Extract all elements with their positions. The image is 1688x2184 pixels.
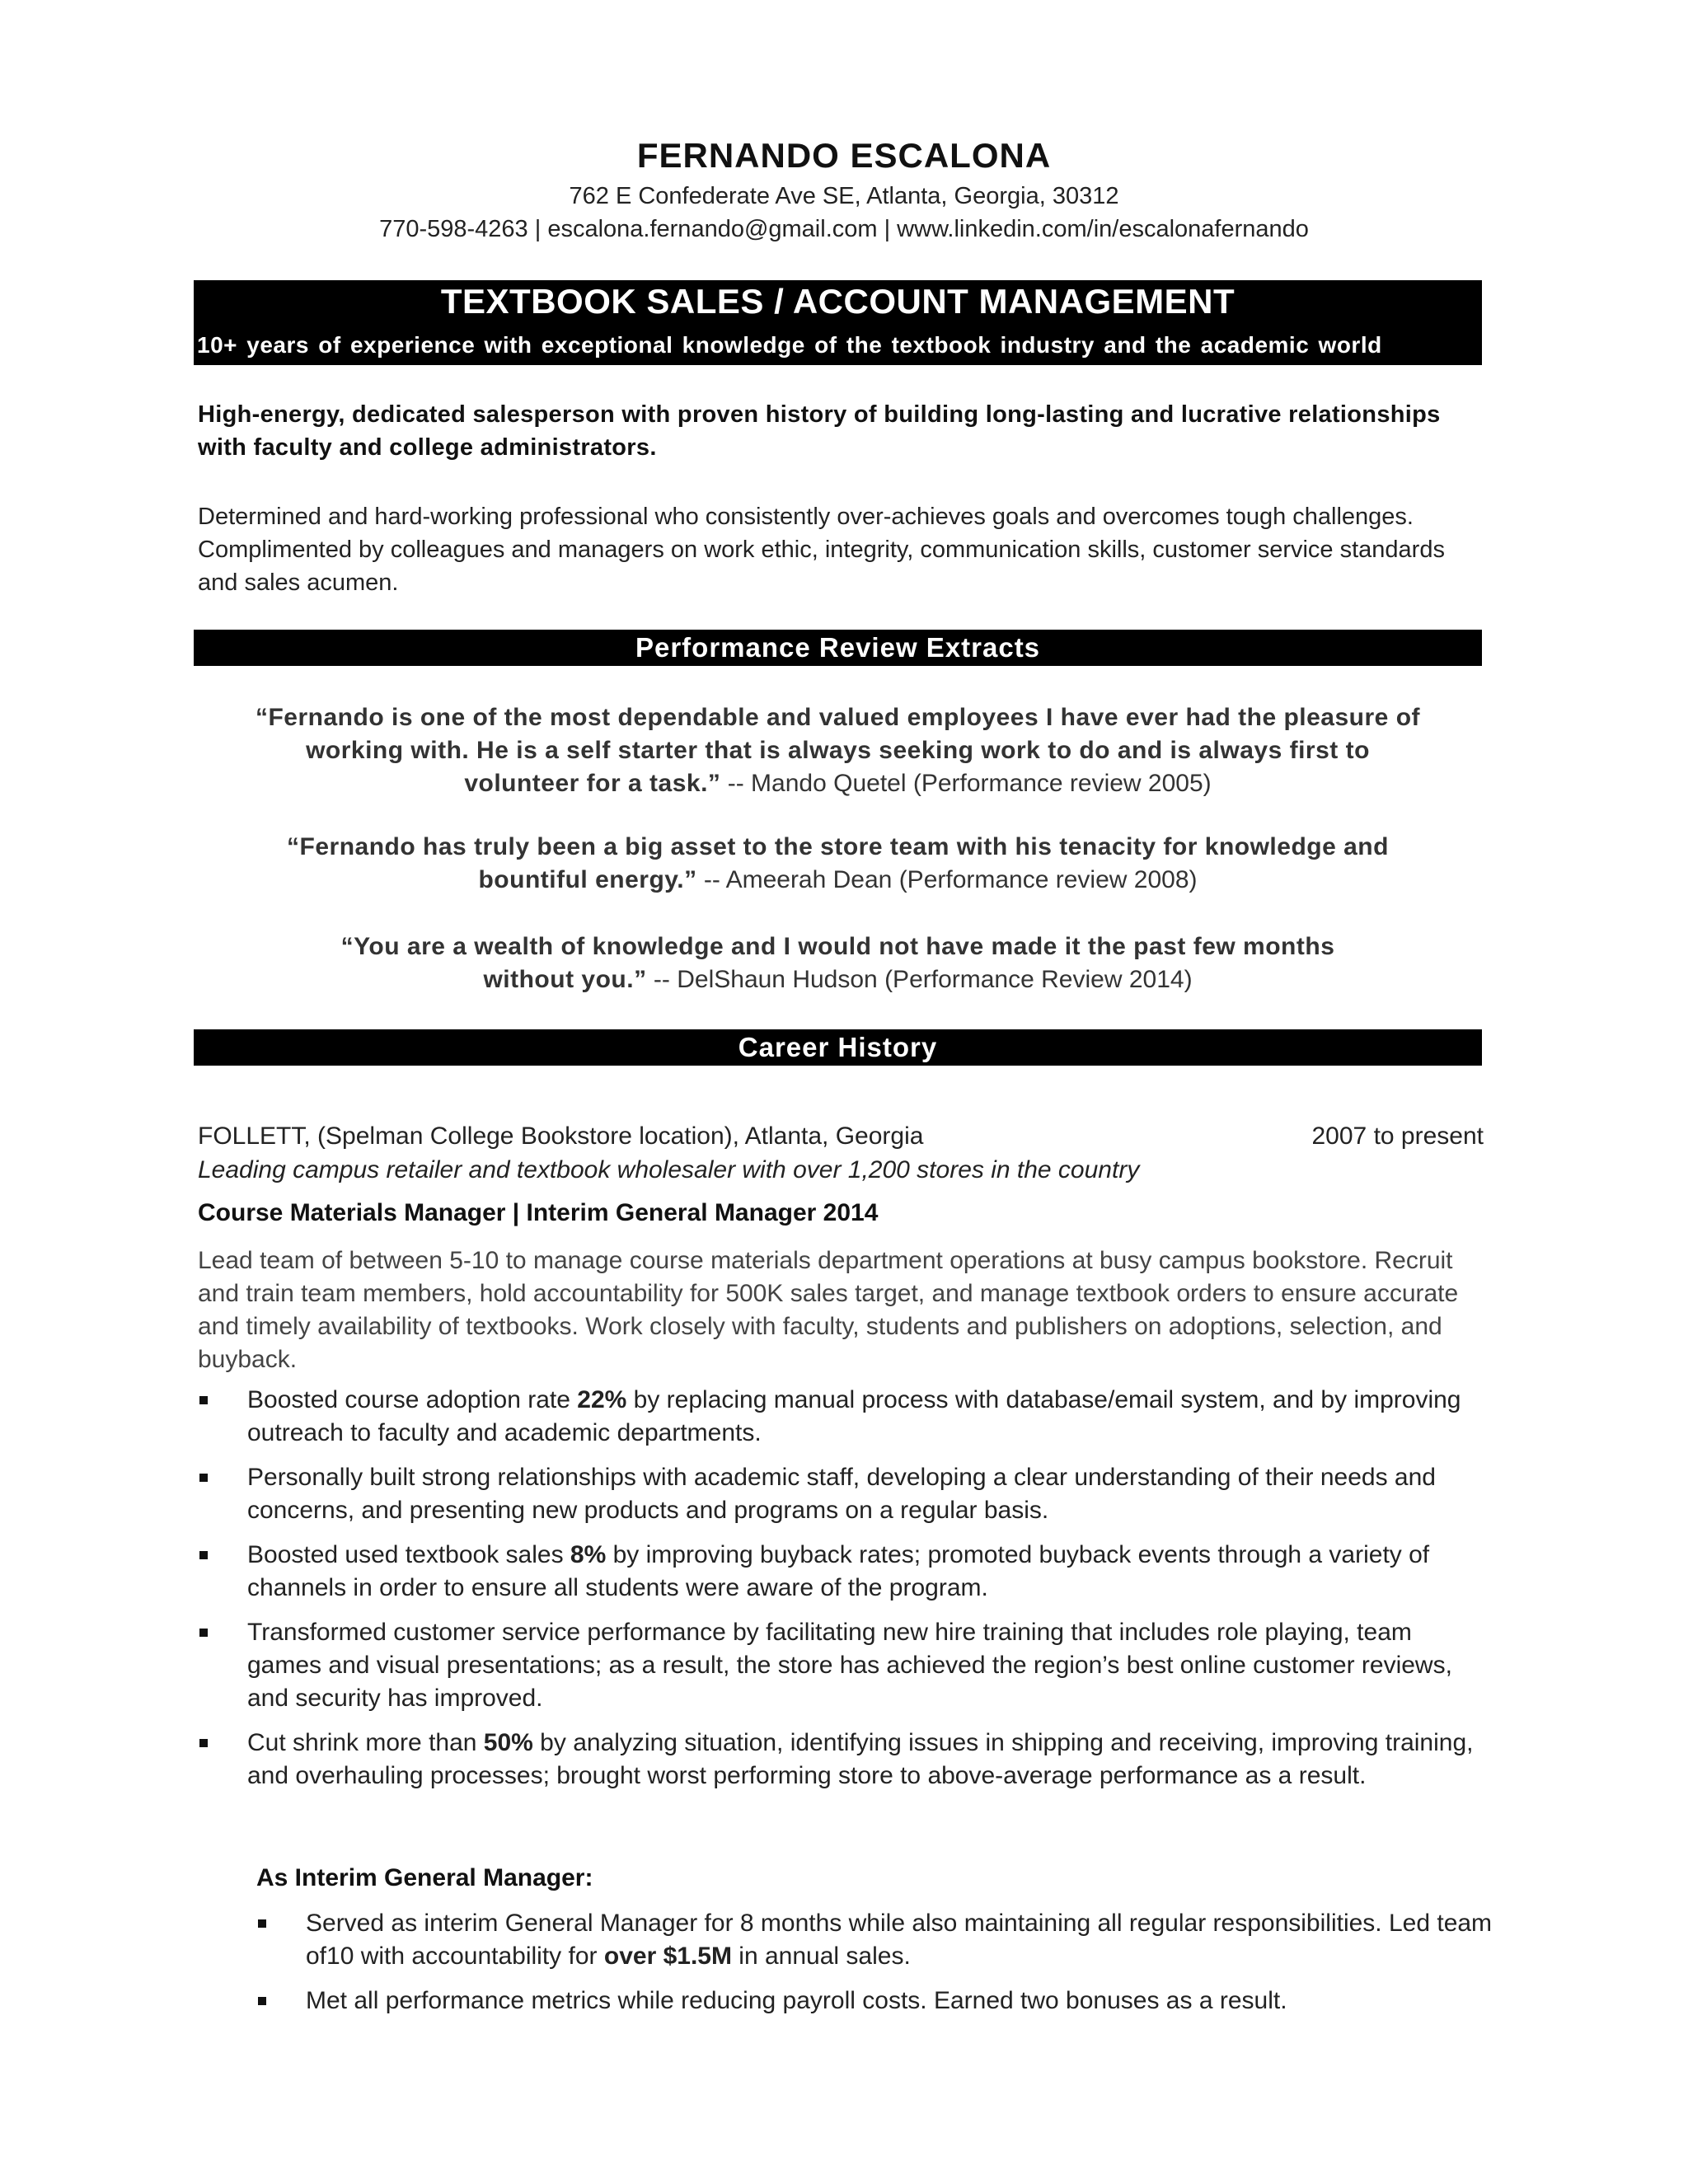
bullet-metric: 8% (570, 1541, 607, 1568)
bullet-text: in annual sales. (731, 1943, 911, 1970)
list-item (256, 1907, 1493, 1973)
list-item (198, 1539, 1484, 1605)
headline-subtitle: 10+ years of experience with exceptional knowledge of the textbook industry and the academic world (197, 332, 1382, 358)
review-quote (194, 930, 1482, 996)
bullet-metric: 50% (483, 1729, 533, 1756)
bullet-text: Met all performance metrics while reducing payroll costs. Earned two bonuses as a result. (306, 1987, 1287, 2014)
section-title-reviews: Performance Review Extracts (635, 632, 1041, 663)
bullet-text: Personally built strong relationships with academic staff, developing a clear understanding of their needs and concerns, and presenting new products and programs on a regular basis. (247, 1464, 1436, 1524)
quote-attribution: -- DelShaun Hudson (Performance Review 2014) (646, 966, 1193, 993)
bullet-text: by analyzing situation, identifying issues in shipping and receiving, improving training, and overhauling processes; brought worst performing store to above-average performance as a result. (247, 1729, 1474, 1789)
quote-attribution: -- Mando Quetel (Performance review 2005) (720, 770, 1212, 797)
bullet-metric: 22% (577, 1386, 627, 1413)
bullet-text: Boosted used textbook sales (247, 1541, 570, 1568)
job-dates: 2007 to present (1311, 1122, 1484, 1150)
quote-text: “You are a wealth of knowledge and I would not have made it the past few months (340, 933, 1335, 960)
candidate-name: FERNANDO ESCALONA (636, 136, 1052, 175)
bullet-square-icon (258, 1997, 266, 2005)
bullet-square-icon (258, 1919, 266, 1928)
quote-text: “Fernando is one of the most dependable and valued employees I have ever had the pleasure of (255, 704, 1421, 731)
summary-text: Determined and hard-working professional who consistently over-achieves goals and overcomes tough challenges. Complimented by colleagues and managers on work ethic, integrity, communication skills, customer service standards and sales acumen. (198, 504, 1445, 596)
quote-text: bountiful energy.” (478, 866, 697, 893)
bullet-square-icon (199, 1396, 208, 1404)
section-title-career: Career History (738, 1032, 938, 1062)
bullet-text: Served as interim General Manager for 8 months while also maintaining all regular responsibilities. Led team of10 with accountability for (306, 1910, 1493, 1970)
bullet-text: Boosted course adoption rate (247, 1386, 578, 1413)
job-title: Course Materials Manager | Interim General Manager 2014 (198, 1199, 879, 1226)
review-quote (194, 831, 1482, 897)
candidate-address: 762 E Confederate Ave SE, Atlanta, Georgia, 30312 (569, 183, 1119, 209)
quote-text: without you.” (483, 966, 647, 993)
quote-text: “Fernando has truly been a big asset to the store team with his tenacity for knowledge and (287, 833, 1389, 860)
interim-role-heading: As Interim General Manager: (256, 1864, 593, 1891)
bullet-text: by replacing manual process with database/email system, and by improving outreach to faculty and academic departments. (247, 1386, 1461, 1446)
bullet-text: by improving buyback rates; promoted buyback events through a variety of channels in order to ensure all students were aware of the program. (247, 1541, 1430, 1601)
list-item (256, 1985, 1493, 2018)
candidate-contact: 770-598-4263 | escalona.fernando@gmail.com | www.linkedin.com/in/escalonafernando (379, 216, 1309, 242)
headline-banner (194, 280, 1482, 365)
summary-highlight: High-energy, dedicated salesperson with proven history of building long-lasting and lucrative relationships with faculty and college administrators. (198, 401, 1441, 461)
bullet-square-icon (199, 1474, 208, 1482)
review-quote (194, 701, 1482, 800)
bullet-square-icon (199, 1551, 208, 1559)
bullet-text: Transformed customer service performance by facilitating new hire training that includes role playing, team games and visual presentations; as a result, the store has achieved the region’s best online customer reviews, and security has improved. (247, 1619, 1452, 1712)
section-header-career (194, 1029, 1482, 1066)
quote-text: working with. He is a self starter that is always seeking work to do and is always first to (306, 737, 1370, 764)
bullet-text: Cut shrink more than (247, 1729, 484, 1756)
quote-attribution: -- Ameerah Dean (Performance review 2008) (696, 866, 1198, 893)
bullet-square-icon (199, 1739, 208, 1747)
section-header-reviews (194, 630, 1482, 666)
list-item (198, 1384, 1484, 1450)
interim-achievement-list (256, 1907, 1493, 2029)
quote-text: volunteer for a task.” (464, 770, 721, 797)
employer-description: Leading campus retailer and textbook wholesaler with over 1,200 stores in the country (198, 1156, 1140, 1183)
list-item (198, 1727, 1484, 1793)
list-item (198, 1461, 1484, 1527)
job-summary: Lead team of between 5-10 to manage course materials department operations at busy campus bookstore. Recruit and train team members, hold accountability for 500K sales target, and manage textbook orders to ensure accurate and timely availability of textbooks. Work closely with faculty, students and publishers on adoptions, selection, and buyback. (198, 1247, 1459, 1373)
bullet-metric: over $1.5M (603, 1943, 732, 1970)
headline-title: TEXTBOOK SALES / ACCOUNT MANAGEMENT (440, 282, 1236, 321)
achievement-list (198, 1384, 1484, 1804)
bullet-square-icon (199, 1629, 208, 1637)
job-employer: FOLLETT, (Spelman College Bookstore location), Atlanta, Georgia (198, 1122, 924, 1150)
list-item (198, 1616, 1484, 1715)
